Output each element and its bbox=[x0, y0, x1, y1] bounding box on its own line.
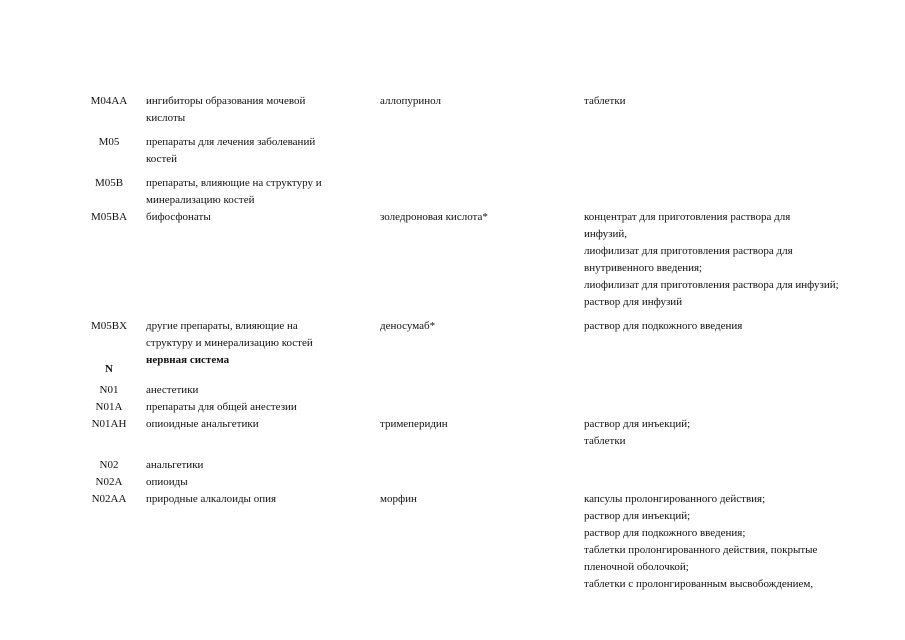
dosage-form: лиофилизат для приготовления раствора для инфузий; bbox=[584, 279, 839, 291]
atc-code: M05BX bbox=[90, 320, 128, 332]
atc-code: N01 bbox=[99, 384, 119, 396]
dosage-form: таблетки пролонгированного действия, покрытые пленочной оболочкой; bbox=[584, 544, 818, 573]
atc-code: M04AA bbox=[90, 95, 128, 107]
table-row bbox=[72, 378, 872, 399]
dosage-forms bbox=[584, 352, 872, 378]
dosage-forms bbox=[584, 168, 872, 209]
atc-group bbox=[146, 168, 380, 209]
dosage-form: концентрат для приготовления раствора для инфузий, bbox=[584, 211, 791, 240]
atc-group bbox=[146, 209, 380, 311]
dosage-forms bbox=[584, 416, 872, 450]
dosage-forms bbox=[584, 311, 872, 352]
drug-name bbox=[380, 399, 584, 416]
dosage-forms bbox=[584, 127, 872, 168]
dosage-form: таблетки bbox=[584, 435, 626, 447]
dosage-forms bbox=[584, 209, 872, 311]
drug-name: деносумаб* bbox=[380, 320, 436, 332]
table-row bbox=[72, 474, 872, 491]
dosage-forms bbox=[584, 491, 872, 593]
atc-code: N02 bbox=[99, 459, 119, 471]
atc-group: препараты для общей анестезии bbox=[146, 401, 297, 413]
atc-code bbox=[72, 352, 146, 378]
atc-code: N02AA bbox=[91, 493, 127, 505]
table-row bbox=[72, 127, 872, 168]
table-row bbox=[72, 311, 872, 352]
dosage-forms bbox=[584, 93, 872, 127]
table-row bbox=[72, 450, 872, 474]
dosage-form: лиофилизат для приготовления раствора для внутривенного введения; bbox=[584, 245, 793, 274]
atc-group: опиоиды bbox=[146, 476, 188, 488]
atc-code: N02A bbox=[95, 476, 123, 488]
atc-group bbox=[146, 352, 380, 378]
drug-name: аллопуринол bbox=[380, 95, 441, 107]
dosage-form: раствор для подкожного введения; bbox=[584, 527, 746, 539]
table-row bbox=[72, 209, 872, 311]
atc-group-text: бифосфонаты bbox=[146, 211, 211, 223]
drug-name: морфин bbox=[380, 493, 417, 505]
atc-group: природные алкалоиды опия bbox=[146, 493, 277, 505]
dosage-form: раствор для инъекций; bbox=[584, 510, 691, 522]
table-row bbox=[72, 416, 872, 450]
atc-group bbox=[146, 93, 380, 127]
dosage-forms bbox=[584, 450, 872, 474]
dosage-form: раствор для подкожного введения bbox=[584, 320, 743, 332]
dosage-forms bbox=[584, 399, 872, 416]
drug-name bbox=[380, 450, 584, 474]
atc-code: N01AH bbox=[91, 418, 127, 430]
atc-group: анестетики bbox=[146, 384, 199, 396]
dosage-form: капсулы пролонгированного действия; bbox=[584, 493, 766, 505]
atc-code: M05BA bbox=[90, 211, 128, 223]
table-row bbox=[72, 93, 872, 127]
atc-group-text: другие препараты, влияющие на структуру и минерализацию костей bbox=[146, 320, 313, 349]
atc-code: M05B bbox=[94, 177, 124, 189]
atc-group: анальгетики bbox=[146, 459, 204, 471]
atc-group bbox=[146, 127, 380, 168]
drug-name bbox=[380, 352, 584, 378]
dosage-form: таблетки с пролонгированным высвобождением, bbox=[584, 578, 814, 590]
table-row bbox=[72, 399, 872, 416]
drug-table bbox=[72, 93, 872, 593]
drug-name bbox=[380, 378, 584, 399]
table-row bbox=[72, 352, 872, 378]
drug-name bbox=[380, 474, 584, 491]
atc-group-text: ингибиторы образования мочевой кислоты bbox=[146, 95, 306, 124]
table-row bbox=[72, 168, 872, 209]
section-title: нервная система bbox=[146, 354, 230, 366]
drug-name bbox=[380, 168, 584, 209]
dosage-forms bbox=[584, 378, 872, 399]
dosage-form: таблетки bbox=[584, 95, 626, 107]
atc-group-text: препараты, влияющие на структуру и минерализацию костей bbox=[146, 177, 322, 206]
atc-group: опиоидные анальгетики bbox=[146, 418, 259, 430]
atc-group bbox=[146, 311, 380, 352]
section-code: N bbox=[105, 363, 113, 375]
dosage-form: раствор для инфузий bbox=[584, 296, 683, 308]
atc-group-text: препараты для лечения заболеваний костей bbox=[146, 136, 316, 165]
atc-code: N01A bbox=[95, 401, 123, 413]
drug-name: тримеперидин bbox=[380, 418, 448, 430]
dosage-form: раствор для инъекций; bbox=[584, 418, 691, 430]
table-row bbox=[72, 491, 872, 593]
dosage-forms bbox=[584, 474, 872, 491]
drug-name bbox=[380, 127, 584, 168]
drug-name: золедроновая кислота* bbox=[380, 211, 488, 223]
atc-code: M05 bbox=[98, 136, 120, 148]
